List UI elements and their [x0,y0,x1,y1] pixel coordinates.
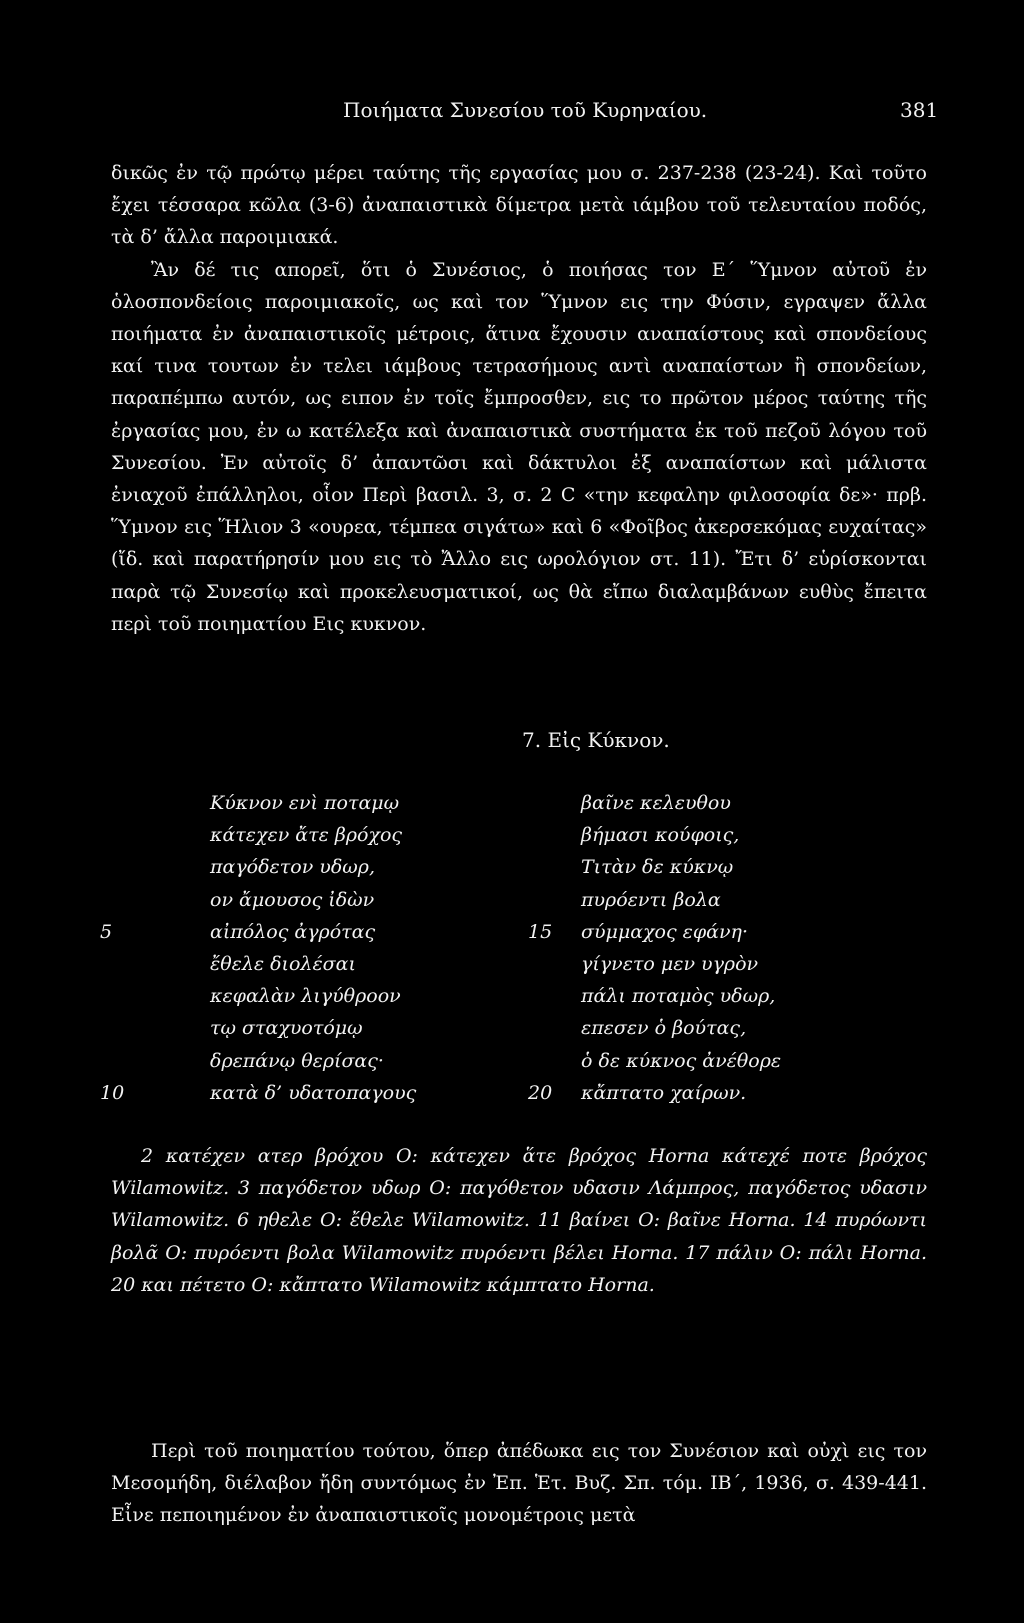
poem-column-left [100,787,416,1109]
line-number: 20 [528,1081,553,1104]
line-text: τῳ σταχυοτόμῳ [210,1017,363,1040]
poem-line [100,819,416,851]
poem-line [530,819,781,851]
line-text: κατὰ δ’ υδατοπαγους [210,1081,417,1104]
poem-line [530,1045,781,1077]
line-text: Κύκνον ενὶ ποταμῳ [210,792,400,814]
poem-line [100,851,416,883]
line-text: Τιτὰν δε κύκνῳ [581,856,734,879]
paragraph: δικῶς ἐν τῷ πρώτῳ μέρει ταύτης τῆς εργασίας μου σ. 237-238 (23-24). Καὶ τοῦτο ἔχει τέσσαρα κῶλα (3-6) ἀναπαιστικὰ δίμετρα μετὰ ιάμβου τοῦ τελευταίου ποδός, τὰ δ’ ἄλλα παροιμιακά. [111,162,927,249]
poem-line [530,916,781,948]
poem-line [100,884,416,916]
line-text: σύμμαχος εφάνη· [581,920,748,943]
line-text: ὁ δε κύκνος ἀνέθορε [581,1049,782,1072]
poem-line [530,980,781,1012]
line-text: γίγνετο μεν υγρὸν [581,952,759,975]
paragraph: Περὶ τοῦ ποιηματίου τούτου, ὅπερ ἀπέδωκα εις τον Συνέσιον καὶ οὐχὶ εις τον Μεσομήδη, διέλαβον ἤδη συντόμως ἐν Ἐπ. Ἑτ. Βυζ. Σπ. τόμ. ΙΒ΄, 1936, σ. 439-441. Εἶνε πεποιημένον ἐν ἀναπαιστικοῖς μονομέτροις μετὰ [111,1440,927,1527]
critical-apparatus [111,1140,927,1301]
running-title: Ποιήματα Συνεσίου τοῦ Κυρηναίου. [343,98,708,122]
page-header [0,98,1024,132]
poem-line [530,1077,781,1109]
poem-line [100,787,416,819]
poem-line [100,948,416,980]
line-text: πάλι ποταμὸς υδωρ, [581,985,776,1008]
line-text: βήμασι κούφοις, [581,824,740,847]
line-text: κἄπτατο χαίρων. [581,1081,747,1104]
poem-line [530,787,781,819]
intro-text [111,157,927,640]
line-text: ἔθελε διολέσαι [210,952,356,975]
line-text: επεσεν ὁ βούτας, [581,1017,747,1040]
line-text: κεφαλὰν λιγύθροον [210,985,401,1008]
line-text: κάτεχεν ἄτε βρόχος [210,824,403,847]
line-text: ον ἄμουσος ἰδὼν [210,888,375,911]
line-number: 15 [528,920,553,943]
poem-line [530,1012,781,1044]
apparatus-text: 2 κατέχεν ατερ βρόχου Ο: κάτεχεν ἅτε βρόχος Horna κάτεχέ ποτε βρόχος Wilamowitz. 3 παγόδετον υδωρ Ο: παγόθετον υδασιν Λάμπρος, παγόδετος υδασιν Wilamowitz. 6 ηθελε Ο: ἔθελε Wilamowitz. 11 βαίνει Ο: βαῖνε Horna. 14 πυρόωντι βολᾶ Ο: πυρόεντι βολα Wilamowitz πυρόεντι βέλει Horna. 17 πάλιν Ο: πάλι Horna. 20 και πέτετο Ο: κἄπτατο Wilamowitz κάμπτατο Horna. [111,1145,927,1296]
poem-line [530,884,781,916]
line-text: αἰπόλος ἀγρότας [210,920,376,943]
line-text: πυρόεντι βολα [581,888,721,911]
closing-text [111,1435,927,1532]
poem-line [530,851,781,883]
line-number: 10 [100,1081,125,1104]
line-number: 5 [100,920,113,943]
poem-title-text: 7. Εἰς Κύκνον. [522,728,670,752]
line-text: δρεπάνῳ θερίσας· [210,1049,384,1072]
line-text: παγόδετον υδωρ, [210,856,375,879]
poem-line [100,916,416,948]
page-number: 381 [900,98,939,122]
poem-column-right [530,787,781,1109]
line-text: βαῖνε κελευθου [581,792,731,814]
paragraph: Ἂν δέ τις απορεῖ, ὅτι ὁ Συνέσιος, ὁ ποιήσας τον Ε΄ Ὕμνον αὐτοῦ ἐν ὁλοσπονδείοις παροιμιακοῖς, ως καὶ τον Ὕμνον εις την Φύσιν, εγραψεν ἄλλα ποιήματα ἐν ἀναπαιστικοῖς μέτροις, ἅτινα ἔχουσιν αναπαίστους καὶ σπονδείους καί τινα τουτων ἐν τελει ιάμβους τετρασήμους αντὶ αναπαίστων ἢ σπονδείων, παραπέμπω αυτόν, ως ειπον ἐν τοῖς ἔμπροσθεν, εις το πρῶτον μέρος ταύτης τῆς ἐργασίας μου, ἐν ω κατέλεξα καὶ ἀναπαιστικὰ συστήματα ἐκ τοῦ πεζοῦ λόγου τοῦ Συνεσίου. Ἐν αὐτοῖς δ’ ἀπαντῶσι καὶ δάκτυλοι ἐξ αναπαίστων καὶ μάλιστα ἐνιαχοῦ ἐπάλληλοι, οἷον Περὶ βασιλ. 3, σ. 2 C «την κεφαλην φιλοσοφία δε»· πρβ. Ὕμνον εις Ἥλιον 3 «ουρεα, τέμπεα σιγάτω» καὶ 6 «Φοῖβος ἀκερσεκόμας ευχαίτας» (ἴδ. καὶ παρατήρησίν μου εις τὸ Ἄλλο εις ωρολόγιον στ. 11). Ἔτι δ’ εὑρίσκονται παρὰ τῷ Συνεσίῳ καὶ προκελευσματικοί, ως θὰ εἴπω διαλαμβάνων ευθὺς ἔπειτα περὶ τοῦ ποιηματίου Εις κυκνον. [111,258,927,635]
poem-line [100,1012,416,1044]
poem-line [100,1045,416,1077]
poem-line [530,948,781,980]
poem-line [100,980,416,1012]
poem-line [100,1077,416,1109]
